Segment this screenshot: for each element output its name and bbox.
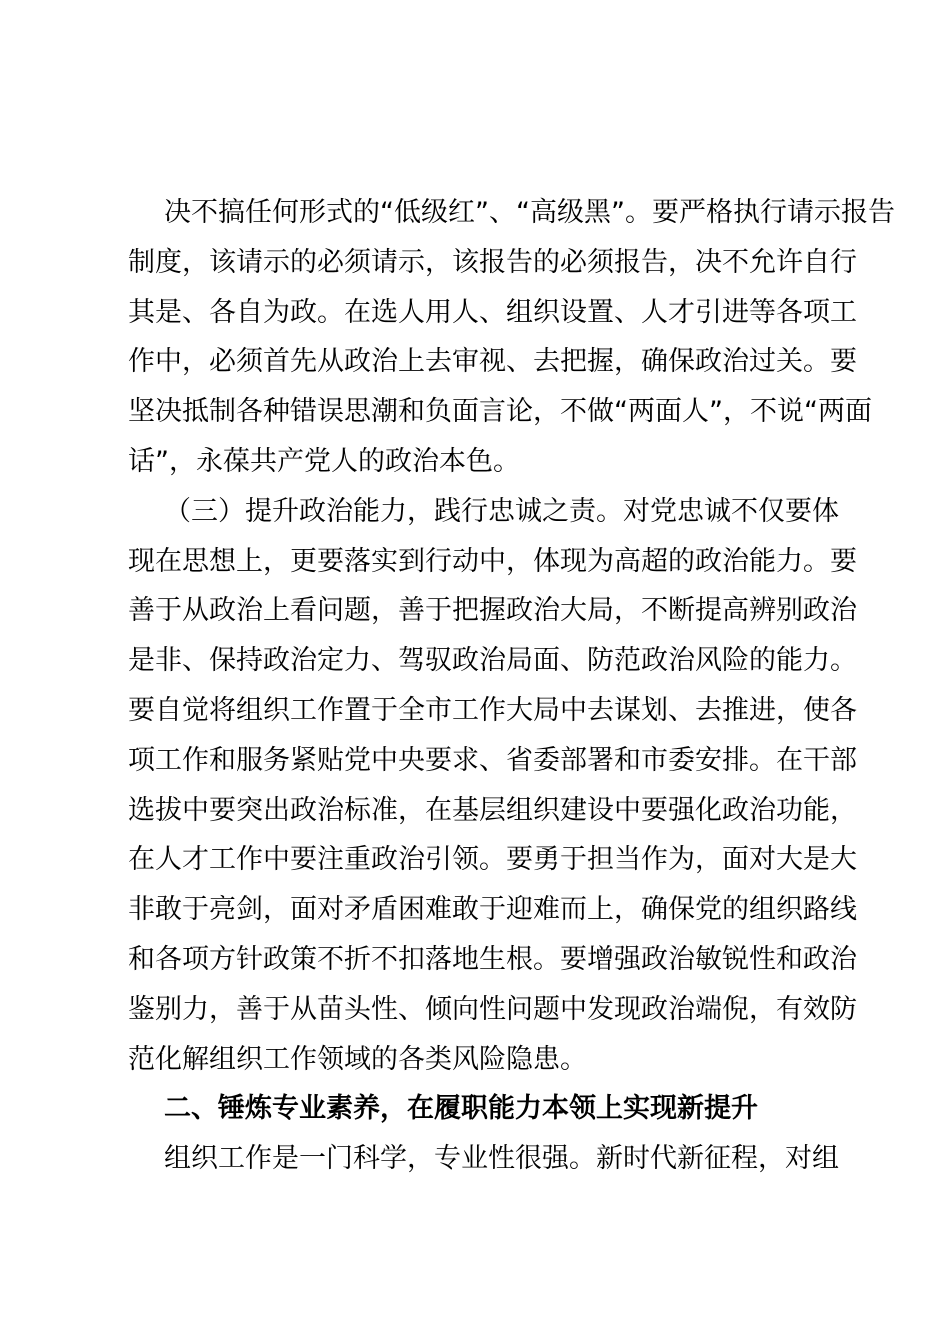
paragraph-line: 范化解组织工作领域的各类风险隐患。 — [128, 1043, 587, 1075]
paragraph-line: 作中，必须首先从政治上去审视、去把握，确保政治过关。要 — [128, 346, 857, 378]
paragraph-line: 是非、保持政治定力、驾驭政治局面、防范政治风险的能力。 — [128, 645, 857, 677]
paragraph-line: 项工作和服务紧贴党中央要求、省委部署和市委安排。在干部 — [128, 744, 857, 776]
paragraph-line: 其是、各自为政。在选人用人、组织设置、人才引进等各项工 — [128, 296, 857, 328]
section-heading: 二、锤炼专业素养，在履职能力本领上实现新提升 — [164, 1093, 758, 1125]
paragraph-line: 组织工作是一门科学，专业性很强。新时代新征程，对组 — [164, 1143, 839, 1175]
paragraph-line: 话”，永葆共产党人的政治本色。 — [128, 446, 520, 477]
paragraph-line: 善于从政治上看问题，善于把握政治大局，不断提高辨别政治 — [128, 595, 857, 627]
paragraph-line: 在人才工作中要注重政治引领。要勇于担当作为，面对大是大 — [128, 844, 857, 876]
paragraph-line: 坚决抵制各种错误思潮和负面言论，不做“两面人”，不说“两面 — [128, 396, 872, 428]
paragraph-line: 决不搞任何形式的“低级红”、“高级黑”。要严格执行请示报告 — [164, 197, 895, 228]
paragraph-line: 选拔中要突出政治标准，在基层组织建设中要强化政治功能， — [128, 794, 857, 826]
paragraph-line: 制度，该请示的必须请示，该报告的必须报告，决不允许自行 — [128, 246, 857, 278]
paragraph-line: 和各项方针政策不折不扣落地生根。要增强政治敏锐性和政治 — [128, 944, 857, 975]
paragraph-line: 现在思想上，更要落实到行动中，体现为高超的政治能力。要 — [128, 545, 857, 577]
paragraph-line: 鉴别力，善于从苗头性、倾向性问题中发现政治端倪，有效防 — [128, 993, 857, 1025]
paragraph-line: 要自觉将组织工作置于全市工作大局中去谋划、去推进，使各 — [128, 695, 857, 726]
paragraph-line: 非敢于亮剑，面对矛盾困难敢于迎难而上，确保党的组织路线 — [128, 894, 857, 926]
paragraph-line: （三）提升政治能力，践行忠诚之责。对党忠诚不仅要体 — [164, 495, 839, 527]
